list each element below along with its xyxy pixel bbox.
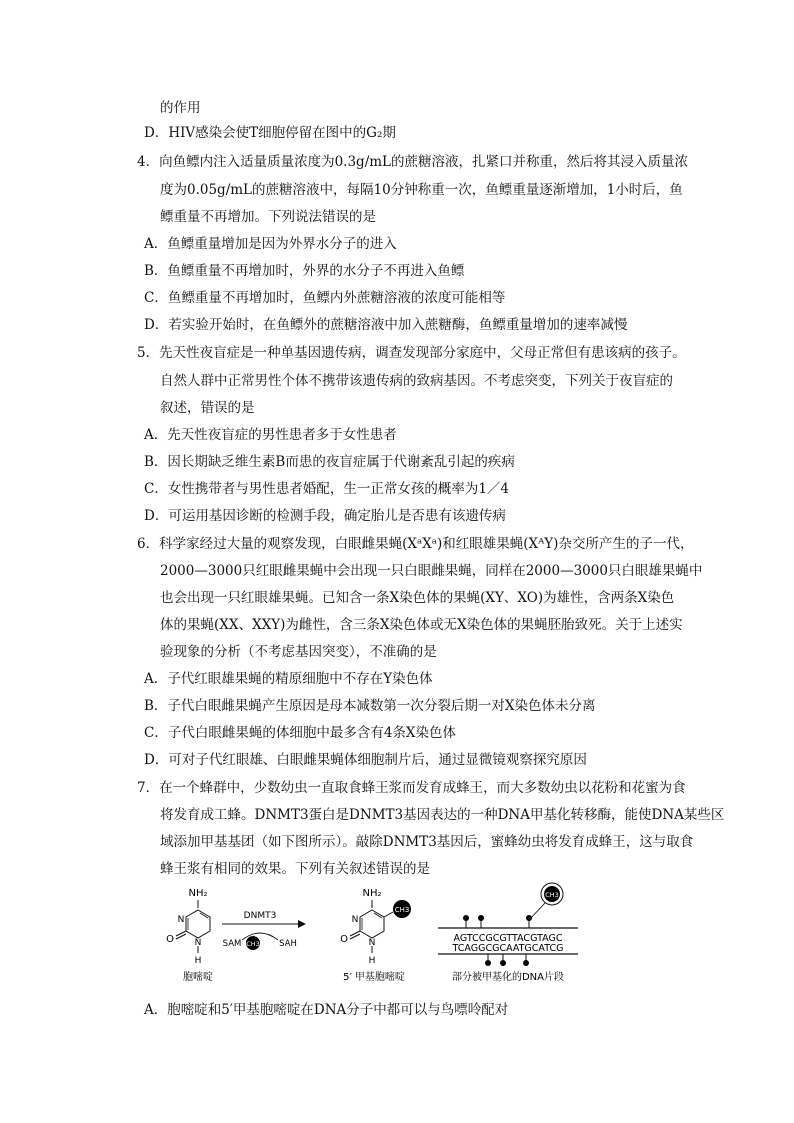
q4-stem-line-1: 4．向鱼鳔内注入适量质量浓度为0.3g/mL的蔗糖溶液，扎紧口并称重，然后将其浸入质量浓: [137, 154, 689, 170]
dna-bottom-strand: TCAGGCGCAATGCATCG: [452, 943, 564, 954]
q5-stem-line-1: 5．先天性夜盲症是一种单基因遗传病，调查发现部分家庭中，父母正常但有患该病的孩子。: [137, 345, 686, 361]
q4-option-d: D．若实验开始时，在鱼鳔外的蔗糖溶液中加入蔗糖酶，鱼鳔重量增加的速率减慢: [144, 317, 628, 333]
ring-n3-2: N: [351, 915, 359, 925]
q6-stem-line-5: 验现象的分析（不考虑基因突变），不准确的是: [160, 644, 437, 660]
q5-option-b: B．因长期缺乏维生素B而患的夜盲症属于代谢紊乱引起的疾病: [144, 454, 515, 470]
q3-option-d: D．HIV感染会使T细胞停留在图中的G₂期: [144, 125, 396, 141]
ring-n1-2: N: [368, 938, 376, 948]
q5-stem-line-2: 自然人群中正常男性个体不携带该遗传病的致病基因。不考虑突变，下列关于夜盲症的: [160, 373, 673, 389]
q4-option-c: C．鱼鳔重量不再增加时，鱼鳔内外蔗糖溶液的浓度可能相等: [144, 290, 506, 306]
q7-stem-line-2: 将发育成工蜂。DNMT3蛋白是DNMT3基因表达的一种DNA甲基化转移酶，能使DNA某些区: [160, 807, 725, 823]
hydrogen-label-2: H: [368, 956, 376, 966]
q5-option-c: C．女性携带者与男性患者婚配，生一正常女孩的概率为1／4: [144, 481, 510, 497]
sam-label: SAM: [222, 939, 242, 949]
q5-option-d: D．可运用基因诊断的检测手段，确定胎儿是否患有该遗传病: [144, 508, 506, 524]
methylation-figure: [160, 880, 600, 992]
methyl-label: CH3: [246, 940, 260, 948]
nh2-label-2: NH₂: [362, 888, 382, 899]
q3-tail-text: 的作用: [160, 100, 201, 116]
q6-option-d: D．可对子代红眼雄、白眼雌果蝇体细胞制片后，通过显微镜观察探究原因: [144, 752, 587, 768]
sah-label: SAH: [279, 939, 297, 949]
q7-stem-line-3: 域添加甲基基团（如下图所示）。敲除DNMT3基因后，蜜蜂幼虫将发育成蜂王，这与取食: [160, 834, 694, 850]
top-methyl-marks: [463, 915, 532, 928]
cytosine-label: 胞嘧啶: [183, 972, 213, 983]
q6-stem-line-2: 2000—3000只红眼雌果蝇中会出现一只白眼雌果蝇，同样在2000—3000只白眼雄果蝇中: [160, 563, 703, 579]
reaction-arrow: [222, 911, 306, 950]
q6-option-a: A．子代红眼雄果蝇的精原细胞中不存在Y染色体: [144, 671, 433, 687]
dna-fragment-label: 部分被甲基化的DNA片段: [451, 972, 565, 983]
hydrogen-label: H: [194, 956, 202, 966]
q6-option-c: C．子代白眼雌果蝇的体细胞中最多含有4条X染色体: [144, 725, 457, 741]
q5-stem-line-3: 叙述，错误的是: [160, 400, 255, 416]
q7-option-a: A．胞嘧啶和5′甲基胞嘧啶在DNA分子中都可以与鸟嘌呤配对: [144, 1002, 509, 1018]
nh2-label: NH₂: [188, 888, 208, 899]
q6-stem-line-3: 也会出现一只红眼雄果蝇。已知含一条X染色体的果蝇(XY、XO)为雄性，含两条X染色: [160, 590, 675, 606]
cytosine-structure: [166, 888, 213, 983]
q6-stem-line-4: 体的果蝇(XX、XXY)为雌性，含三条X染色体或无X染色体的果蝇胚胎致死。关于上述实: [160, 617, 683, 633]
q4-option-a: A．鱼鳔重量增加是因为外界水分子的进入: [144, 236, 397, 252]
arrow-head-icon: [298, 920, 306, 928]
ring-n3: N: [177, 915, 185, 925]
bottom-methyl-marks: [485, 954, 529, 966]
dna-top-strand: AGTCCGCGTTACGTAGC: [453, 933, 563, 944]
ring-n1: N: [194, 938, 202, 948]
oxygen-label: O: [166, 934, 174, 945]
methyl-label-3: CH3: [545, 891, 559, 899]
q4-option-b: B．鱼鳔重量不再增加时，外界的水分子不再进入鱼鳔: [144, 263, 465, 279]
q6-stem-line-1: 6．科学家经过大量的观察发现，白眼雌果蝇(XᵃXᵃ)和红眼雄果蝇(XᴬY)杂交所产生的子一代，: [137, 536, 694, 552]
q7-stem-line-1: 7．在一个蜂群中，少数幼虫一直取食蜂王浆而发育成蜂王，而大多数幼虫以花粉和花蜜为食: [137, 780, 686, 796]
dnmt3-label: DNMT3: [243, 911, 277, 921]
methyl-label-2: CH3: [394, 906, 410, 914]
methylcytosine-label: 5′ 甲基胞嘧啶: [343, 972, 405, 983]
q5-option-a: A．先天性夜盲症的男性患者多于女性患者: [144, 427, 397, 443]
methylcytosine-structure: [340, 888, 411, 983]
dna-fragment: [438, 883, 578, 983]
q4-stem-line-2: 度为0.05g/mL的蔗糖溶液中，每隔10分钟称重一次，鱼鳔重量逐渐增加，1小时后，鱼: [160, 182, 683, 198]
q4-stem-line-3: 鳔重量不再增加。下列说法错误的是: [160, 209, 376, 225]
q7-stem-line-4: 蜂王浆有相同的效果。下列有关叙述错误的是: [160, 861, 430, 877]
oxygen-label-2: O: [340, 934, 348, 945]
q6-option-b: B．子代白眼雌果蝇产生原因是母本减数第一次分裂后期一对X染色体未分离: [144, 698, 596, 714]
